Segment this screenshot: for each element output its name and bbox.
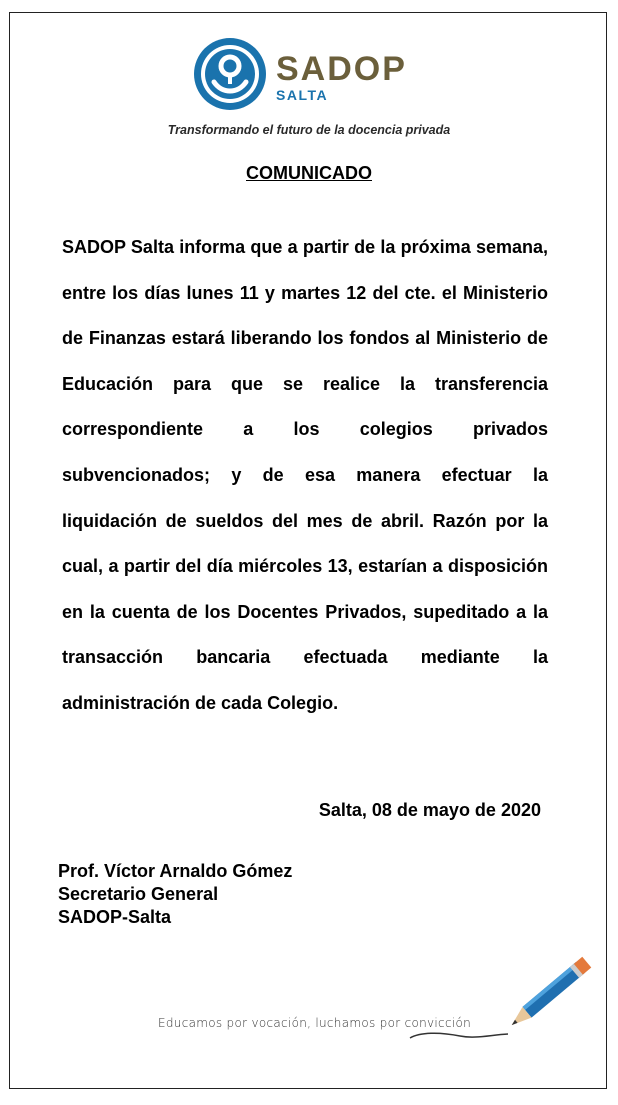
sadop-logo-icon [192,36,268,112]
document-title: COMUNICADO [246,163,372,183]
signer-name: Prof. Víctor Arnaldo Gómez [58,861,293,881]
document-body: SADOP Salta informa que a partir de la próxima semana, entre los días lunes 11 y martes 12 del cte. el Ministerio de Finanzas estará liberando los fondos al Ministerio de Educación para que se realice la transferencia correspondiente a los colegios privados subvencionados; y de esa manera efectuar la liquidación de sueldos del mes de abril. Razón por la cual, a partir del día miércoles 13, estarían a disposición en la cuenta de los Docentes Privados, supeditado a la transacción bancaria efectuada mediante la administración de cada Colegio. [62,237,548,713]
signer-role: Secretario General [58,884,219,904]
signature-block [58,860,292,929]
brand-name: SADOP [276,50,407,88]
tagline: Transformando el futuro de la docencia privada [167,123,451,137]
pencil-icon [400,948,600,1048]
footer-motto: Educamos por vocación, luchamos por convicción [158,1016,472,1030]
document-date: Salta, 08 de mayo de 2020 [318,800,541,820]
brand-subtitle: SALTA [276,87,329,103]
signer-org: SADOP-Salta [58,907,172,927]
